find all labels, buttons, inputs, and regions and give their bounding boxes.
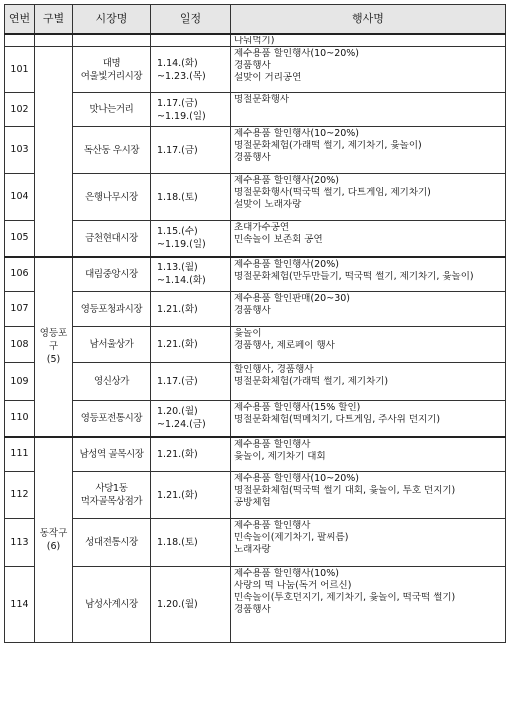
market-name-cell <box>73 363 151 401</box>
events-cell <box>231 47 506 93</box>
schedule-cell <box>151 472 231 519</box>
events-cell <box>231 257 506 292</box>
header-events: 행사명 <box>231 5 506 35</box>
table-row <box>5 327 506 363</box>
row-number: 107 <box>5 292 35 327</box>
market-name-cell <box>73 174 151 221</box>
schedule-line: 1.18.(토) <box>157 191 198 203</box>
event-line: 제수용품 할인판매(20~30) <box>234 293 350 304</box>
schedule-line: 1.14.(화) <box>157 57 198 69</box>
district-name: 영등포구 <box>39 328 68 352</box>
schedule-line: ~1.19.(일) <box>157 110 206 122</box>
market-name-line: 여울빛거리시장 <box>80 70 143 82</box>
event-line: 경품행사 <box>234 305 271 316</box>
row-number: 109 <box>5 363 35 401</box>
event-line: 명절문화체험(만두만들기, 떡국떡 썰기, 제기차기, 윷놀이) <box>234 270 474 282</box>
event-line: 윷놀이, 제기차기 대회 <box>234 450 326 462</box>
market-name-cell <box>73 93 151 127</box>
event-line: 윷놀이 <box>234 328 262 339</box>
row-number: 114 <box>5 567 35 643</box>
header-schedule: 일정 <box>151 5 231 35</box>
table-row <box>5 174 506 221</box>
market-name-line: 성대전통시장 <box>85 537 138 548</box>
event-line: 제수용품 할인행사(20%) <box>234 175 339 186</box>
schedule-cell <box>151 519 231 567</box>
event-line: 제수용품 할인행사 <box>234 520 311 531</box>
table-row <box>5 519 506 567</box>
schedule-line: 1.21.(화) <box>157 448 198 460</box>
event-line: 민속놀이(제기차기, 팔씨름) <box>234 532 349 543</box>
schedule-cell <box>151 221 231 257</box>
schedule-cell <box>151 174 231 221</box>
table-row <box>5 363 506 401</box>
market-name-cell <box>73 221 151 257</box>
schedule-cell <box>151 327 231 363</box>
table-row <box>5 401 506 437</box>
row-number: 111 <box>5 437 35 472</box>
market-name-line: 남성역 골목시장 <box>79 448 144 460</box>
market-name-cell <box>73 327 151 363</box>
market-name-line: 대림중앙시장 <box>85 268 138 280</box>
event-line: 할인행사, 경품행사 <box>234 364 314 375</box>
row-number: 104 <box>5 174 35 221</box>
event-line: 민속놀이 보존회 공연 <box>234 234 323 245</box>
market-name-line: 독산동 우시장 <box>83 144 140 156</box>
schedule-line: 1.21.(화) <box>157 339 198 350</box>
schedule-line: ~1.19.(일) <box>157 239 206 251</box>
row-number: 108 <box>5 327 35 363</box>
events-cell <box>231 437 506 472</box>
event-line: 제수용품 할인행사(10~20%) <box>234 48 360 59</box>
schedule-cell <box>151 437 231 472</box>
market-name-line: 은행나무시장 <box>85 191 138 203</box>
table-row <box>5 437 506 472</box>
market-name-line: 먹자골목상점가 <box>80 496 143 507</box>
event-line: 경품행사 <box>234 604 271 615</box>
event-line: 명절문화행사 <box>234 94 290 105</box>
event-schedule-table <box>4 4 506 643</box>
fragment-row <box>5 34 506 47</box>
row-number: 105 <box>5 221 35 257</box>
event-line: 공방체험 <box>234 497 271 508</box>
event-line: 명절문화체험(떡메치기, 다트게임, 주사위 던지기) <box>234 414 441 425</box>
header-row <box>5 5 506 35</box>
event-line: 명절문화행사(떡국떡 썰기, 다트게임, 제기차기) <box>234 187 431 198</box>
event-line: 설맞이 거리공연 <box>234 72 302 83</box>
schedule-line: 1.17.(금) <box>157 376 198 387</box>
header-no: 연번 <box>5 5 35 35</box>
table-row <box>5 47 506 93</box>
row-number: 110 <box>5 401 35 437</box>
schedule-cell <box>151 93 231 127</box>
empty-cell <box>73 34 151 47</box>
table-row <box>5 472 506 519</box>
event-line: 제수용품 할인행사(10~20%) <box>234 128 360 139</box>
schedule-line: 1.13.(월) <box>157 262 198 274</box>
schedule-cell <box>151 47 231 93</box>
row-number: 101 <box>5 47 35 93</box>
table-row <box>5 221 506 257</box>
market-name-cell <box>73 437 151 472</box>
district-cell <box>35 257 73 437</box>
market-name-line: 남서울상가 <box>89 339 134 350</box>
event-line: 제수용품 할인행사 <box>234 438 311 450</box>
district-count: (6) <box>46 540 61 552</box>
schedule-cell <box>151 257 231 292</box>
market-name-cell <box>73 257 151 292</box>
events-cell <box>231 127 506 174</box>
market-name-cell <box>73 47 151 93</box>
table-row <box>5 257 506 292</box>
schedule-line: ~1.23.(목) <box>157 70 206 82</box>
events-cell <box>231 519 506 567</box>
event-line: 사랑의 떡 나눔(독거 어르신) <box>234 580 352 591</box>
table-row <box>5 292 506 327</box>
market-name-cell <box>73 519 151 567</box>
empty-cell <box>35 34 73 47</box>
events-cell <box>231 221 506 257</box>
events-cell <box>231 327 506 363</box>
row-number: 102 <box>5 93 35 127</box>
header-market: 시장명 <box>73 5 151 35</box>
schedule-cell <box>151 292 231 327</box>
empty-cell <box>5 34 35 47</box>
row-number: 106 <box>5 257 35 292</box>
event-line: 명절문화체험(가래떡 썰기, 제기차기, 윷놀이) <box>234 140 422 151</box>
market-name-line: 영등포전통시장 <box>80 412 143 424</box>
district-cell-blank <box>35 47 73 257</box>
event-line: 경품행사 <box>234 60 271 71</box>
market-name-line: 맛나는거리 <box>89 104 134 115</box>
event-line: 민속놀이(투호던지기, 제기차기, 윷놀이, 떡국떡 썰기) <box>234 592 456 603</box>
row-number: 113 <box>5 519 35 567</box>
event-line: 경품행사 <box>234 152 271 163</box>
event-line: 명절문화체험(가래떡 썰기, 제기차기) <box>234 376 389 387</box>
market-name-cell <box>73 292 151 327</box>
header-district: 구별 <box>35 5 73 35</box>
schedule-cell <box>151 127 231 174</box>
event-cell <box>231 34 506 47</box>
table-row <box>5 93 506 127</box>
district-count: (5) <box>46 354 61 365</box>
events-cell <box>231 174 506 221</box>
event-line: 초대가수공연 <box>234 222 290 233</box>
event-line: 제수용품 할인행사(20%) <box>234 258 339 270</box>
schedule-cell <box>151 363 231 401</box>
events-cell <box>231 401 506 437</box>
schedule-line: 1.21.(화) <box>157 489 198 501</box>
market-name-line: 대명 <box>102 57 121 69</box>
event-line: 제수용품 할인행사(10%) <box>234 568 339 579</box>
market-name-cell <box>73 567 151 643</box>
table-body <box>5 34 506 643</box>
event-line: 명절문화체험(떡국떡 썰기 대회, 윷놀이, 투호 던지기) <box>234 485 456 496</box>
schedule-line: 1.20.(월) <box>157 599 198 610</box>
schedule-line: ~1.14.(화) <box>157 275 206 287</box>
row-number: 112 <box>5 472 35 519</box>
market-name-line: 사당1동 <box>95 483 128 494</box>
schedule-line: 1.18.(토) <box>157 537 198 548</box>
event-line: 제수용품 할인행사(10~20%) <box>234 473 360 484</box>
table-row <box>5 567 506 643</box>
schedule-line: ~1.24.(금) <box>157 419 206 431</box>
schedule-line: 1.17.(금) <box>157 144 198 156</box>
event-line: 노래자랑 <box>234 544 271 555</box>
schedule-line: 1.17.(금) <box>157 97 198 109</box>
events-cell <box>231 292 506 327</box>
events-cell <box>231 363 506 401</box>
events-cell <box>231 472 506 519</box>
schedule-cell <box>151 567 231 643</box>
market-name-cell <box>73 401 151 437</box>
market-name-line: 남성사계시장 <box>85 599 138 610</box>
market-name-cell <box>73 127 151 174</box>
table-row <box>5 127 506 174</box>
empty-cell <box>151 34 231 47</box>
events-cell <box>231 93 506 127</box>
schedule-line: 1.15.(수) <box>157 226 198 238</box>
market-name-line: 금천현대시장 <box>85 232 138 244</box>
event-line: 제수용품 할인행사(15% 할인) <box>234 402 361 413</box>
schedule-line: 1.21.(화) <box>157 303 198 315</box>
event-line: 경품행사, 제로페이 행사 <box>234 340 335 351</box>
schedule-line: 1.20.(월) <box>157 406 198 418</box>
row-number: 103 <box>5 127 35 174</box>
events-cell <box>231 567 506 643</box>
market-name-line: 영신상가 <box>93 376 130 387</box>
market-name-cell <box>73 472 151 519</box>
district-cell <box>35 437 73 643</box>
event-line: 나눠먹기) <box>234 36 275 45</box>
market-name-line: 영등포청과시장 <box>80 303 143 315</box>
schedule-cell <box>151 401 231 437</box>
event-line: 설맞이 노래자랑 <box>234 199 302 210</box>
district-name: 동작구 <box>39 527 68 539</box>
